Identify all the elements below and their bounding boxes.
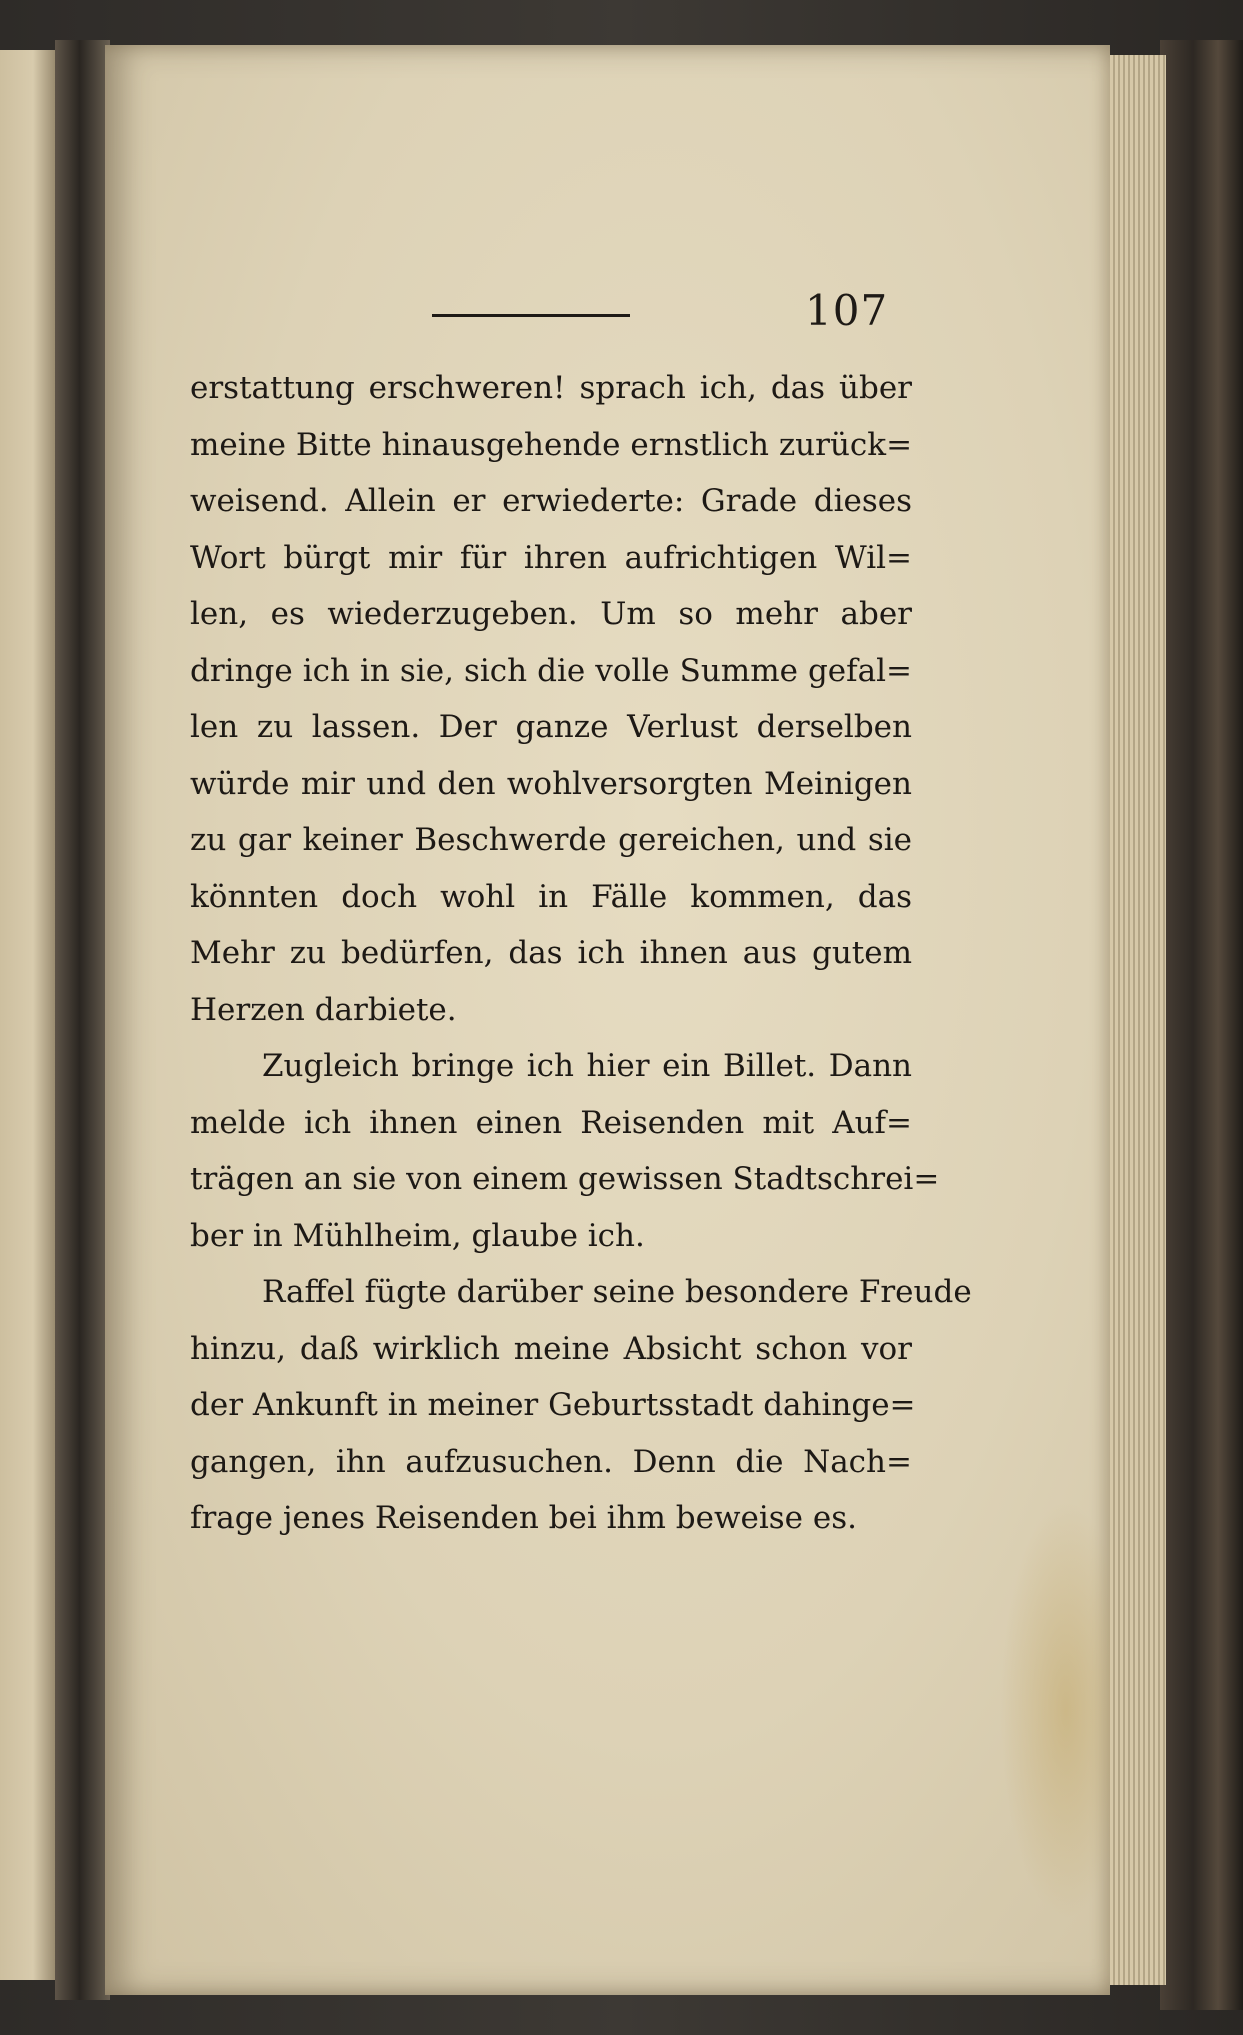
- text-line: weisend. Allein er erwiederte: Grade dieses: [190, 483, 912, 519]
- page-number: 107: [805, 286, 889, 335]
- book-cover-edge: [1160, 40, 1243, 2010]
- text-line: könnten doch wohl in Fälle kommen, das: [190, 878, 912, 915]
- text-line: Herzen darbiete.: [190, 991, 457, 1028]
- text-line: trägen an sie von einem gewissen Stadtschrei=: [190, 1161, 940, 1197]
- text-block: [190, 360, 972, 1547]
- text-line: erstattung erschweren! sprach ich, das über: [190, 370, 912, 406]
- text-line: zu gar keiner Beschwerde gereichen, und sie: [190, 822, 912, 858]
- header-rule: [432, 314, 630, 317]
- paragraph: [190, 360, 912, 1038]
- text-line: meine Bitte hinausgehende ernstlich zurück=: [190, 426, 913, 463]
- text-line: len, es wiederzugeben. Um so mehr aber: [190, 596, 912, 632]
- text-line: der Ankunft in meiner Geburtsstadt dahinge=: [190, 1387, 916, 1423]
- paragraph: [190, 1038, 940, 1264]
- text-line: Wort bürgt mir für ihren aufrichtigen Wil=: [190, 539, 912, 576]
- text-line: Mehr zu bedürfen, das ich ihnen aus gutem: [190, 935, 912, 971]
- text-line: gangen, ihn aufzusuchen. Denn die Nach=: [190, 1443, 912, 1480]
- text-line: dringe ich in sie, sich die volle Summe gefal=: [190, 652, 912, 689]
- text-line: Zugleich bringe ich hier ein Billet. Dann: [262, 1048, 912, 1084]
- text-line: hinzu, daß wirklich meine Absicht schon vor: [190, 1330, 912, 1367]
- text-line: frage jenes Reisenden bei ihm beweise es.: [190, 1500, 857, 1536]
- book-gutter: [55, 40, 110, 2000]
- paper-stain: [1000, 1500, 1110, 1920]
- facing-page-edge: [0, 50, 55, 1980]
- text-line: Raffel fügte darüber seine besondere Freude: [262, 1274, 972, 1310]
- paragraph: [190, 1264, 972, 1547]
- text-line: würde mir und den wohlversorgten Meinigen: [190, 765, 912, 802]
- text-line: ber in Mühlheim, glaube ich.: [190, 1217, 645, 1254]
- text-line: len zu lassen. Der ganze Verlust derselben: [190, 709, 912, 745]
- text-line: melde ich ihnen einen Reisenden mit Auf=: [190, 1104, 912, 1141]
